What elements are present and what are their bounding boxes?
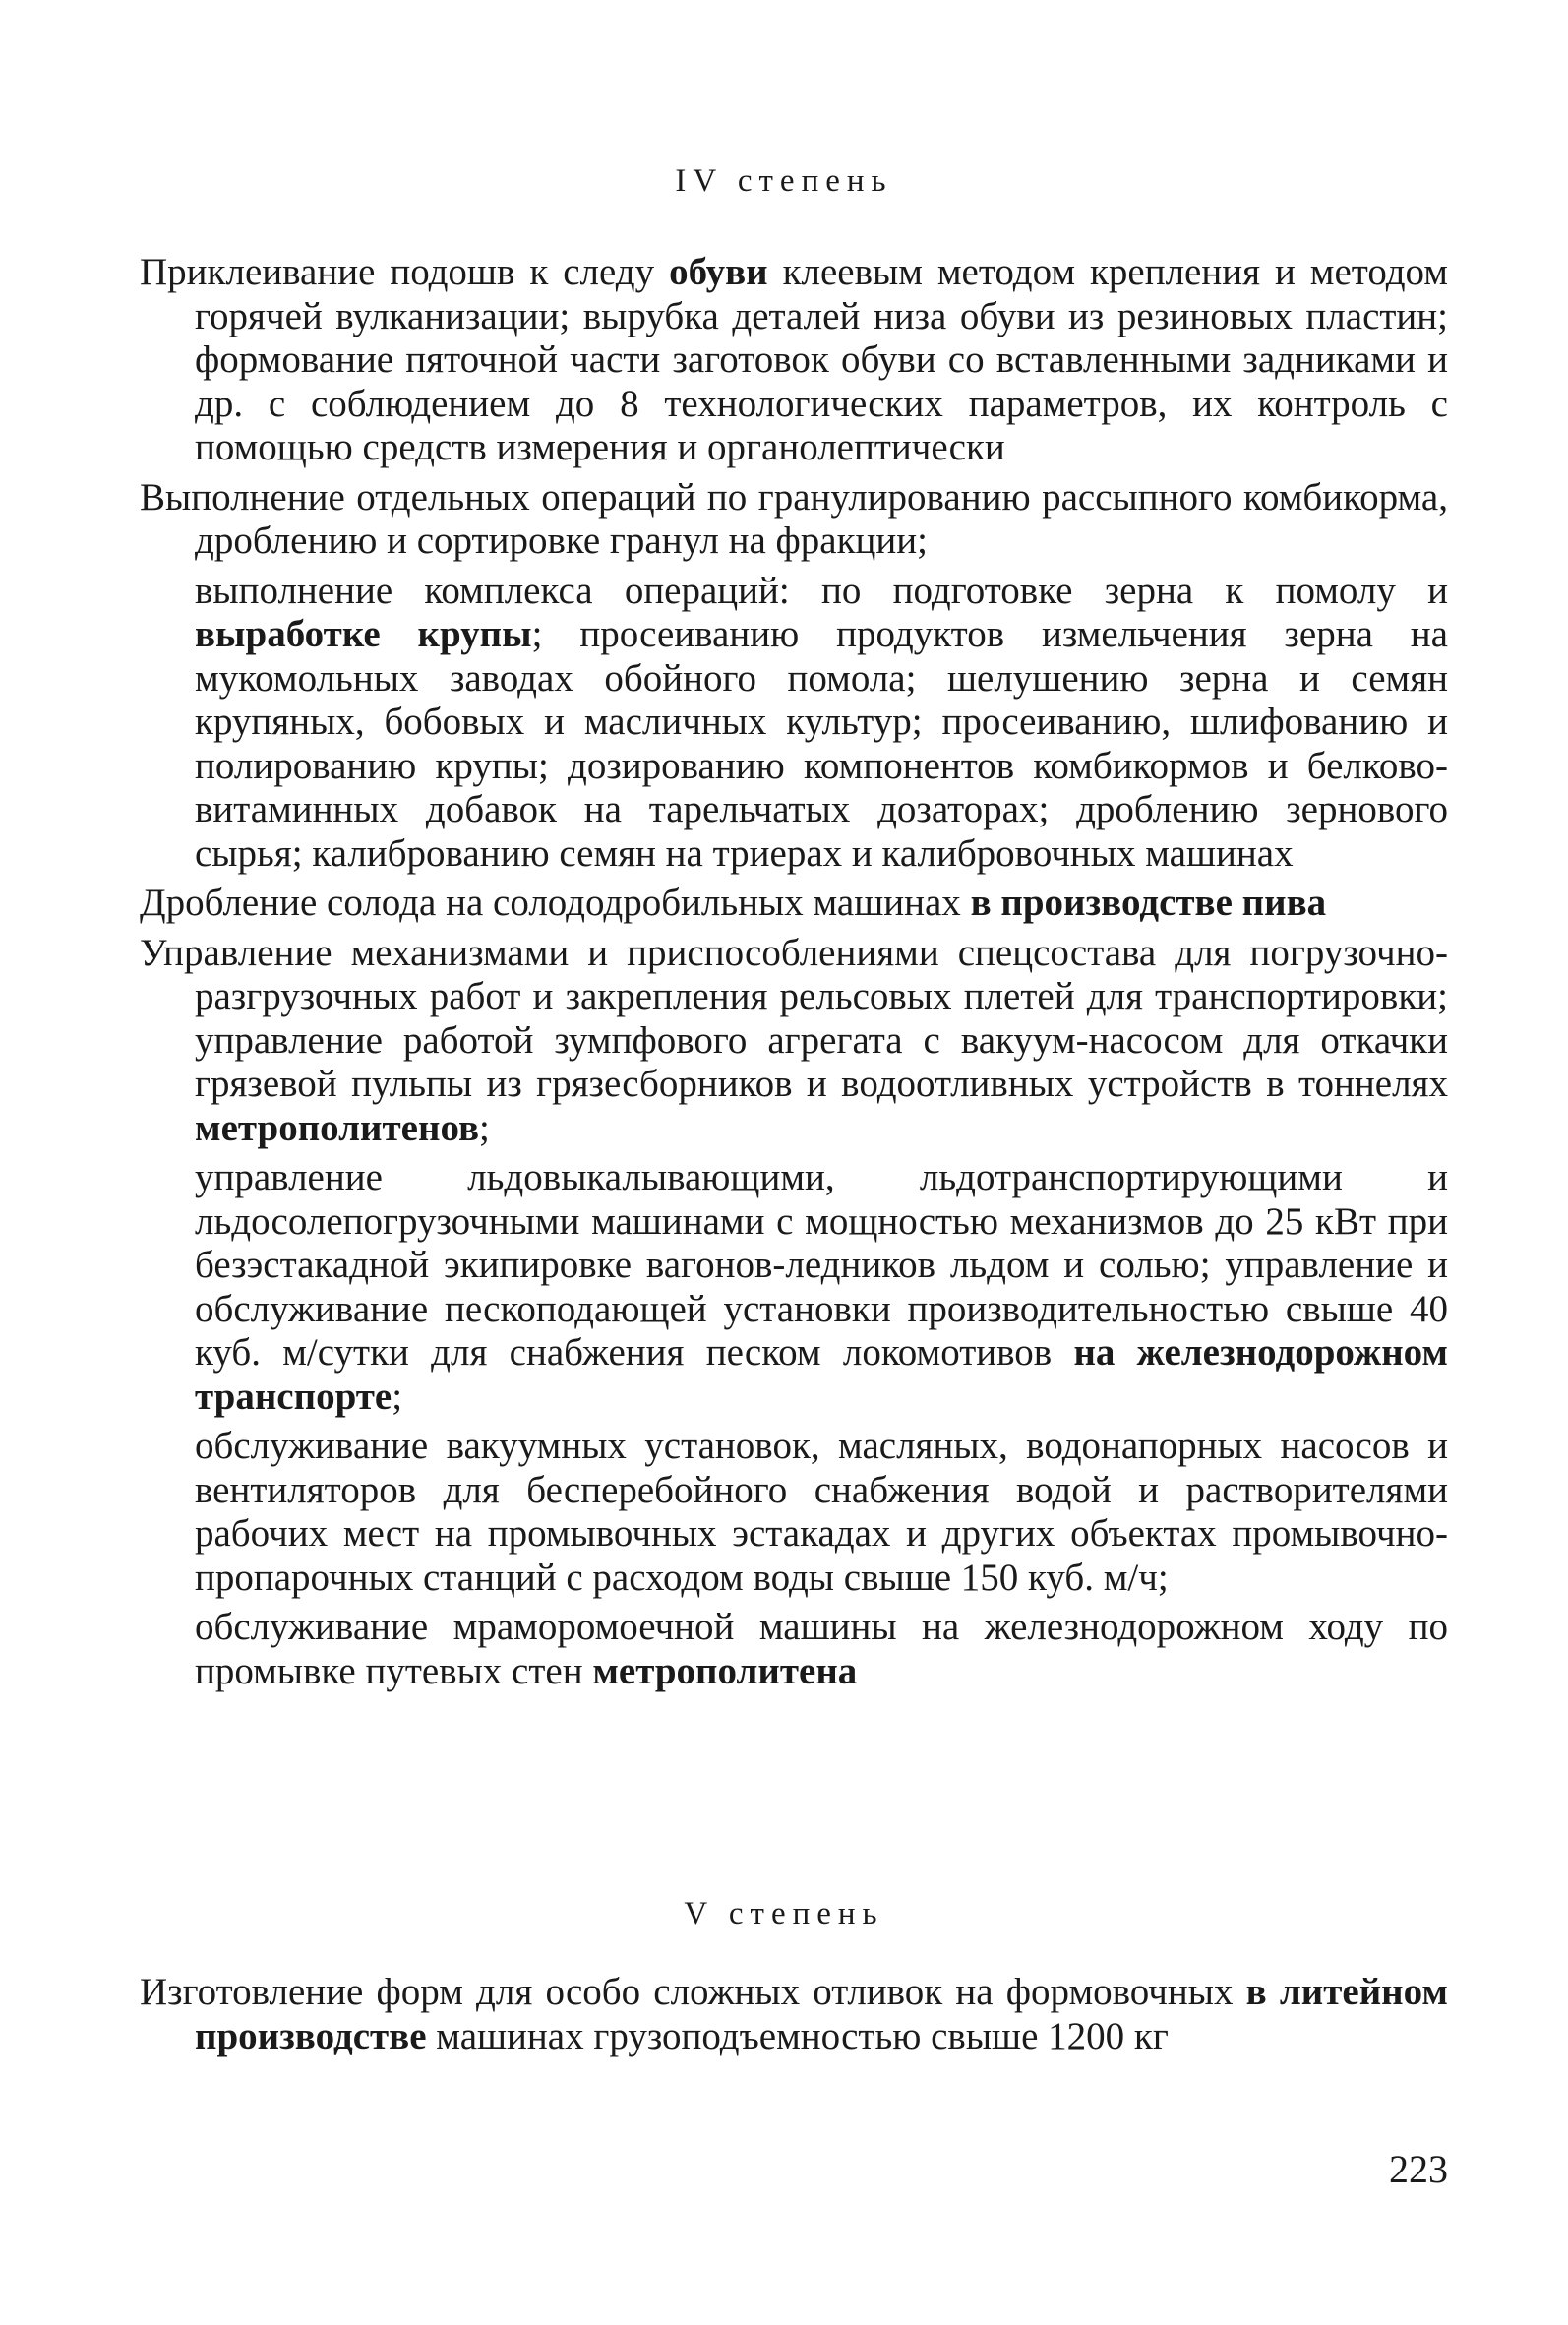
paragraph-grain-processing bbox=[140, 570, 1448, 877]
text: ; просеиванию продуктов измельчения зерна на мукомольных заводах обойного помола; шелушению зерна и семян крупяных, бобовых и масличных культур; просеиванию, шлифованию и полированию крупы; дозированию компонентов комбикормов и белково-витаминных добавок на тарельчатых дозаторах; дроблению зернового сырья; калиброванию семян на триерах и калибровочных машинах bbox=[195, 613, 1448, 875]
text: машинах грузоподъемностью свыше 1200 кг bbox=[426, 2014, 1169, 2057]
bold-term: на железнодорожном транспорте bbox=[195, 1331, 1448, 1418]
text: ; bbox=[392, 1375, 403, 1418]
paragraph-ice-machines bbox=[140, 1156, 1448, 1419]
section-iv-body bbox=[140, 251, 1448, 1693]
text: Изготовление форм для особо сложных отливок на формовочных bbox=[140, 1971, 1246, 2013]
text: ; bbox=[479, 1106, 490, 1149]
paragraph-malt-crushing bbox=[140, 882, 1448, 926]
bold-term: выработке крупы bbox=[195, 613, 532, 655]
section-heading-iv: IV степень bbox=[675, 163, 893, 199]
bold-term: в литейном производстве bbox=[195, 1971, 1448, 2057]
paragraph-shoe-gluing bbox=[140, 251, 1448, 470]
paragraph-vacuum-units bbox=[140, 1425, 1448, 1600]
paragraph-feed-granulation bbox=[140, 476, 1448, 564]
bold-term: обуви bbox=[669, 251, 768, 293]
text: Приклеивание подошв к следу bbox=[140, 251, 670, 293]
paragraph-casting-molds bbox=[140, 1971, 1448, 2058]
text: управление льдовыкалывающими, льдотранспортирующими и льдосолепогрузочными машинами с мощностью механизмов до 25 кВт при безэстакадной экипировке вагонов-ледников льдом и солью; управление и обслуживание пескоподающей установки производительностью свыше 40 куб. м/сутки для снабжения песком локомотивов bbox=[195, 1156, 1448, 1374]
text: Дробление солода на солододробильных машинах bbox=[140, 882, 971, 924]
section-heading-v: V степень bbox=[684, 1896, 884, 1931]
bold-term: метрополитенов bbox=[195, 1106, 480, 1149]
text: обслуживание вакуумных установок, масляных, водонапорных насосов и вентиляторов для бесперебойного снабжения водой и растворителями рабочих мест на промывочных эстакадах и других объектах промывочно-пропарочных станций с расходом воды свыше 150 куб. м/ч; bbox=[195, 1425, 1448, 1599]
page-number: 223 bbox=[1389, 2147, 1448, 2191]
bold-term: метрополитена bbox=[592, 1649, 858, 1692]
paragraph-marble-washing bbox=[140, 1606, 1448, 1693]
text: выполнение комплекса операций: по подготовке зерна к помолу и bbox=[195, 569, 1448, 612]
paragraph-mechanism-control bbox=[140, 932, 1448, 1151]
bold-term: в производстве пива bbox=[970, 882, 1327, 924]
text: обслуживание мраморомоечной машины на железнодорожном ходу по промывке путевых стен bbox=[195, 1606, 1448, 1692]
section-v-body bbox=[140, 1971, 1448, 2058]
text: клеевым методом крепления и методом горячей вулканизации; вырубка деталей низа обуви из резиновых пластин; формование пяточной части заготовок обуви со вставленными задниками и др. с соблюдением до 8 технологических параметров, их контроль с помощью средств измерения и органолептически bbox=[195, 251, 1448, 468]
text: Выполнение отдельных операций по гранулированию рассыпного комбикорма, дроблению и сортировке гранул на фракции; bbox=[140, 475, 1448, 562]
text: Управление механизмами и приспособлениями спецсостава для погрузочно-разгрузочных работ и закрепления рельсовых плетей для транспортировки; управление работой зумпфового агрегата с вакуум-насосом для откачки грязевой пульпы из грязесборников и водоотливных устройств в тоннелях bbox=[140, 931, 1448, 1105]
